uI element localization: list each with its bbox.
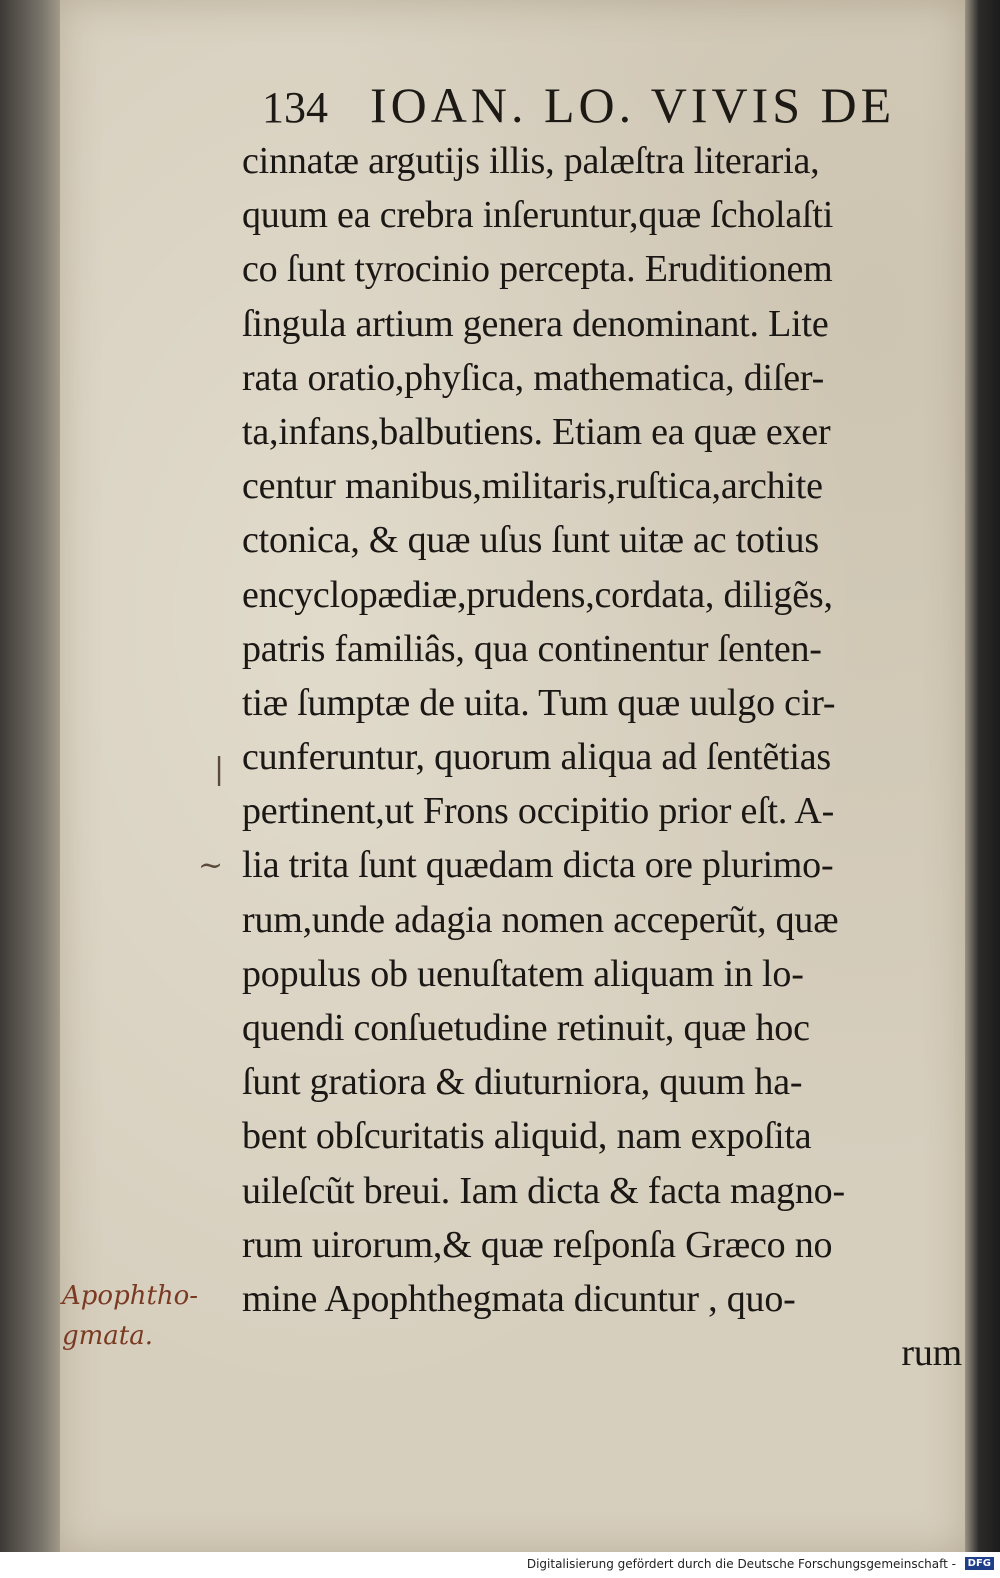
text-line: rum,unde adagia nomen acceperũt, quæ <box>242 898 839 941</box>
text-line: ta,infans,balbutiens. Etiam ea quæ exer <box>242 410 831 453</box>
text-line: mine Apophthegmata dicuntur , quo- <box>242 1277 796 1320</box>
margin-arrow-mark: ~ <box>198 848 224 883</box>
book-gutter <box>0 0 60 1552</box>
text-line: populus ob uenuſtatem aliquam in lo- <box>242 952 804 995</box>
text-line: quendi conſuetudine retinuit, quæ hoc <box>242 1007 810 1049</box>
text-line: cunferuntur, quorum aliqua ad ſentẽtias <box>242 736 831 779</box>
catchword: rum <box>901 1332 962 1375</box>
text-line: ctonica, & quæ uſus ſunt uitæ ac totius <box>242 519 819 562</box>
text-line: rum uirorum,& quæ reſponſa Græco no <box>242 1223 833 1266</box>
text-line: quum ea crebra inſeruntur,quæ ſcholaſti <box>242 194 834 237</box>
text-line: co ſunt tyrocinio percepta. Eruditionem <box>242 248 833 291</box>
page-number: 134 <box>262 83 328 132</box>
page-header <box>262 76 962 136</box>
dfg-logo: DFG <box>965 1557 994 1570</box>
text-line: rata oratio,phyſica, mathematica, diſer- <box>242 356 825 399</box>
body-text <box>242 134 962 1380</box>
text-line: patris familiâs, qua continentur ſenten- <box>242 627 822 670</box>
text-line: ſunt gratiora & diuturniora, quum ha- <box>242 1061 803 1104</box>
text-line: bent obſcuritatis aliquid, nam expoſita <box>242 1115 812 1158</box>
text-line: encyclopædiæ,prudens,cordata, diligẽs, <box>242 573 833 616</box>
footer-bar <box>0 1552 1000 1578</box>
text-line: ſingula artium genera denominant. Lite <box>242 302 829 345</box>
text-line: uileſcũt breui. Iam dicta & facta magno- <box>242 1169 845 1212</box>
margin-tick-mark: | <box>214 752 225 787</box>
handwritten-margin-note: Apophtho- gmata. <box>62 1281 199 1351</box>
text-line: cinnatæ argutijs illis, palæſtra literaria, <box>242 140 820 182</box>
book-spine-edge <box>965 0 1000 1552</box>
text-line: tiæ ſumptæ de uita. Tum quæ uulgo cir- <box>242 681 836 724</box>
text-line: lia trita ſunt quædam dicta ore plurimo- <box>242 844 834 887</box>
text-line: centur manibus,militaris,ruſtica,archite <box>242 465 823 508</box>
funding-credit: Digitalisierung gefördert durch die Deutsche Forschungsgemeinschaft - <box>526 1557 956 1571</box>
text-line: pertinent,ut Frons occipitio prior eſt. A- <box>242 790 835 833</box>
running-head: IOAN. LO. VIVIS DE <box>370 77 896 133</box>
